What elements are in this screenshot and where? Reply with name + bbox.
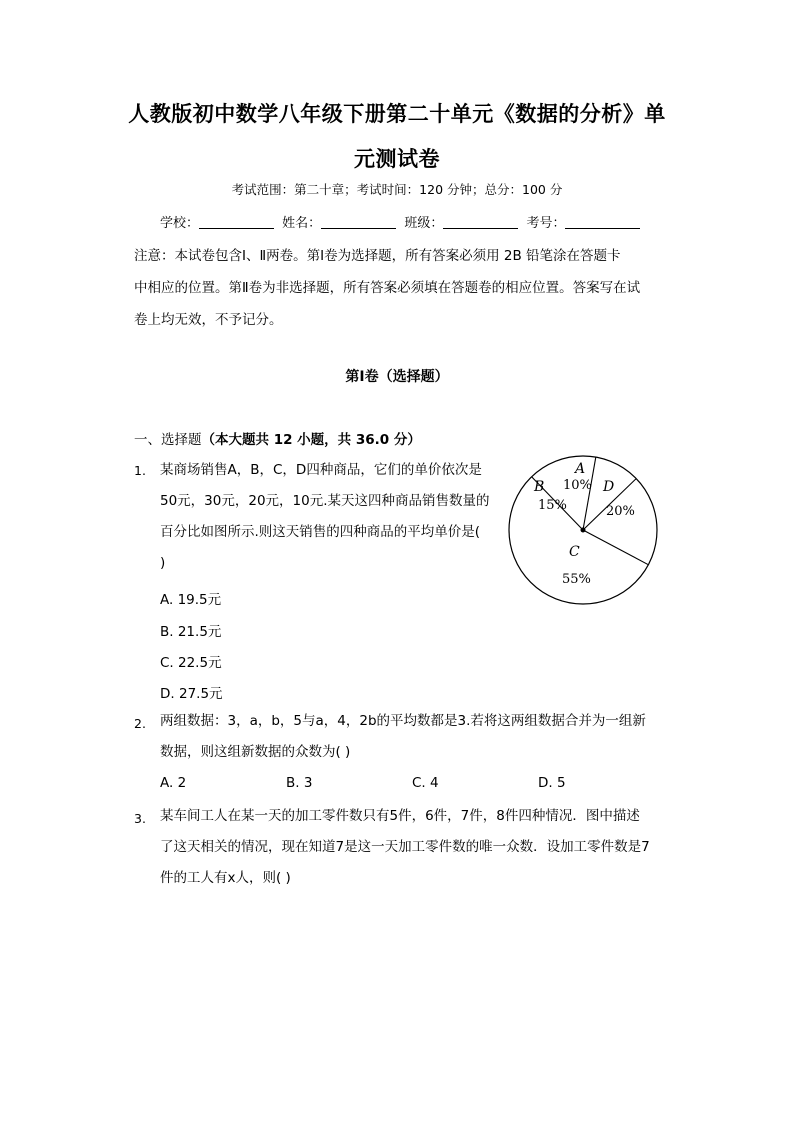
option-c[interactable]: C. 22.5元 (160, 655, 222, 671)
section-prefix: 一、选择题 (134, 432, 202, 448)
notice-line: 注意：本试卷包含Ⅰ、Ⅱ两卷。第Ⅰ卷为选择题，所有答案必须用 2B 铅笔涂在答题卡 (134, 248, 621, 264)
pie-value-d: 20% (606, 504, 635, 519)
page-title-line1: 人教版初中数学八年级下册第二十单元《数据的分析》单 (128, 101, 666, 126)
question-number: 3. (134, 811, 146, 826)
pie-value-b: 15% (538, 498, 567, 513)
pie-label-c: C (569, 544, 580, 560)
question-2-text (160, 706, 680, 768)
class-blank[interactable] (443, 214, 518, 229)
option-b[interactable]: B. 21.5元 (160, 624, 222, 640)
question-line: 数据，则这组新数据的众数为( ) (160, 744, 351, 760)
option-c[interactable]: C. 4 (412, 775, 439, 791)
question-line: ) (160, 555, 166, 571)
question-number: 1. (134, 463, 146, 478)
school-blank[interactable] (199, 214, 274, 229)
number-label: 考号： (526, 216, 566, 231)
notice-line: 卷上均无效，不予记分。 (134, 312, 283, 328)
pie-label-b: B (534, 479, 545, 495)
option-d[interactable]: D. 5 (538, 775, 566, 791)
student-fields (160, 212, 644, 231)
volume-title: 第Ⅰ卷（选择题） (345, 369, 449, 385)
question-line: 某商场销售A，B，C，D四种商品，它们的单价依次是 (160, 462, 482, 478)
pie-slice-boundary-c (583, 530, 648, 565)
question-1-text (160, 455, 500, 579)
question-number: 2. (134, 716, 146, 731)
exam-info: 考试范围：第二十章；考试时间：120 分钟；总分：100 分 (231, 182, 563, 197)
school-label: 学校： (160, 216, 200, 231)
name-blank[interactable] (321, 214, 396, 229)
pie-label-d: D (603, 479, 615, 495)
class-label: 班级： (404, 216, 444, 231)
pie-label-a: A (575, 461, 586, 477)
question-line: 百分比如图所示.则这天销售的四种商品的平均单价是( (160, 524, 481, 540)
option-a[interactable]: A. 19.5元 (160, 592, 222, 608)
option-a[interactable]: A. 2 (160, 775, 187, 791)
question-line: 两组数据：3，a，b，5与a，4，2b的平均数都是3.若将这两组数据合并为一组新 (160, 713, 646, 729)
option-d[interactable]: D. 27.5元 (160, 686, 223, 702)
question-line: 了这天相关的情况，现在知道7是这一天加工零件数的唯一众数．设加工零件数是7 (160, 839, 650, 855)
notice-line: 中相应的位置。第Ⅱ卷为非选择题，所有答案必须填在答题卷的相应位置。答案写在试 (134, 280, 641, 296)
section-detail: （本大题共 12 小题，共 36.0 分） (201, 432, 421, 448)
question-line: 50元，30元，20元，10元.某天这四种商品销售数量的 (160, 493, 490, 509)
number-blank[interactable] (565, 214, 640, 229)
name-label: 姓名： (282, 216, 322, 231)
question-line: 件的工人有x人，则( ) (160, 870, 291, 886)
section-heading (134, 428, 421, 448)
question-3-text (160, 801, 680, 894)
notice (134, 240, 664, 336)
pie-value-c: 55% (562, 572, 591, 587)
option-b[interactable]: B. 3 (286, 775, 313, 791)
pie-center (581, 528, 586, 533)
question-line: 某车间工人在某一天的加工零件数只有5件，6件，7件，8件四种情况．图中描述 (160, 808, 640, 824)
page-title-line2: 元测试卷 (354, 146, 440, 171)
pie-value-a: 10% (563, 478, 592, 493)
pie-chart (505, 452, 661, 608)
